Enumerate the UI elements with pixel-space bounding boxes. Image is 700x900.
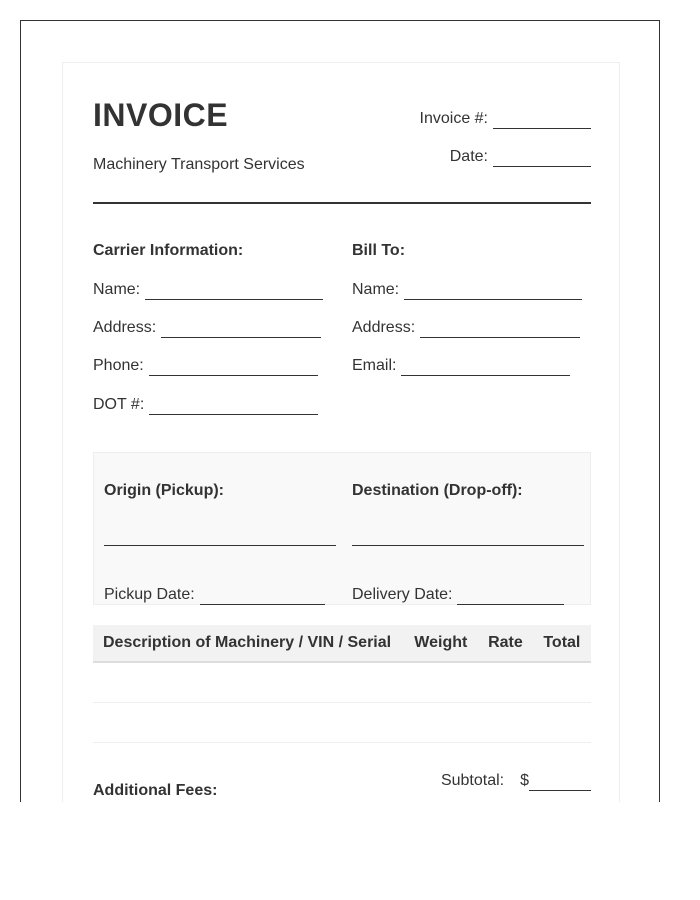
carrier-name-field (93, 280, 323, 300)
origin-section (104, 481, 336, 603)
carrier-heading: Carrier Information: (93, 242, 244, 259)
column-header-rate: Rate (478, 625, 533, 662)
pickup-date-blank[interactable] (200, 588, 325, 605)
carrier-address-label: Address: (93, 319, 157, 336)
additional-fees-label: Additional Fees: (93, 782, 218, 799)
destination-section (352, 481, 584, 603)
carrier-dot-label: DOT #: (93, 396, 145, 413)
bill-to-email-field (352, 356, 570, 376)
invoice-date-label: Date: (449, 148, 488, 165)
bill-to-email-blank[interactable] (401, 359, 570, 376)
subtotal-blank[interactable] (529, 774, 591, 791)
bill-to-address-blank[interactable] (420, 321, 580, 338)
carrier-phone-label: Phone: (93, 357, 144, 374)
bill-to-name-label: Name: (352, 281, 400, 298)
delivery-date-field (352, 585, 564, 605)
table-cell[interactable] (404, 662, 478, 703)
carrier-dot-field (93, 395, 318, 415)
column-header-weight: Weight (404, 625, 478, 662)
destination-address-blank[interactable] (352, 545, 584, 546)
table-cell[interactable] (478, 662, 533, 703)
items-table (93, 625, 591, 743)
carrier-address-blank[interactable] (161, 321, 321, 338)
destination-heading: Destination (Drop-off): (352, 482, 523, 499)
invoice-date-field (450, 147, 591, 167)
bill-to-name-field (352, 280, 582, 300)
table-row (93, 662, 591, 703)
bill-to-name-blank[interactable] (404, 283, 582, 300)
bill-to-heading: Bill To: (352, 242, 406, 259)
delivery-date-blank[interactable] (457, 588, 564, 605)
header-divider (93, 202, 591, 204)
document-viewport (20, 20, 660, 802)
column-header-description: Description of Machinery / VIN / Serial (93, 625, 404, 662)
carrier-name-blank[interactable] (145, 283, 323, 300)
invoice-page (62, 62, 620, 802)
company-subtitle: Machinery Transport Services (93, 156, 305, 173)
subtotal-label: Subtotal: (440, 772, 505, 789)
invoice-number-label: Invoice #: (419, 110, 488, 127)
carrier-address-field (93, 318, 321, 338)
invoice-title: INVOICE (93, 97, 229, 133)
table-row (93, 703, 591, 743)
currency-symbol: $ (520, 772, 529, 789)
table-cell[interactable] (478, 703, 533, 743)
table-cell[interactable] (533, 703, 591, 743)
bill-to-address-label: Address: (352, 319, 416, 336)
table-cell[interactable] (533, 662, 591, 703)
subtotal-field (441, 771, 591, 791)
bill-to-email-label: Email: (352, 357, 397, 374)
origin-address-blank[interactable] (104, 545, 336, 546)
route-box (93, 452, 591, 605)
carrier-name-label: Name: (93, 281, 141, 298)
table-cell[interactable] (93, 662, 404, 703)
bill-to-section (352, 241, 592, 374)
bill-to-address-field (352, 318, 580, 338)
pickup-date-field (104, 585, 325, 605)
pickup-date-label: Pickup Date: (104, 586, 195, 603)
items-table-header (93, 625, 591, 662)
table-cell[interactable] (404, 703, 478, 743)
carrier-phone-blank[interactable] (149, 359, 318, 376)
table-cell[interactable] (93, 703, 404, 743)
delivery-date-label: Delivery Date: (352, 586, 453, 603)
origin-heading: Origin (Pickup): (104, 482, 224, 499)
carrier-section (93, 241, 333, 413)
invoice-number-blank[interactable] (493, 112, 591, 129)
column-header-total: Total (533, 625, 591, 662)
carrier-dot-blank[interactable] (149, 398, 318, 415)
invoice-date-blank[interactable] (493, 150, 591, 167)
invoice-number-field (420, 109, 591, 129)
carrier-phone-field (93, 356, 318, 376)
